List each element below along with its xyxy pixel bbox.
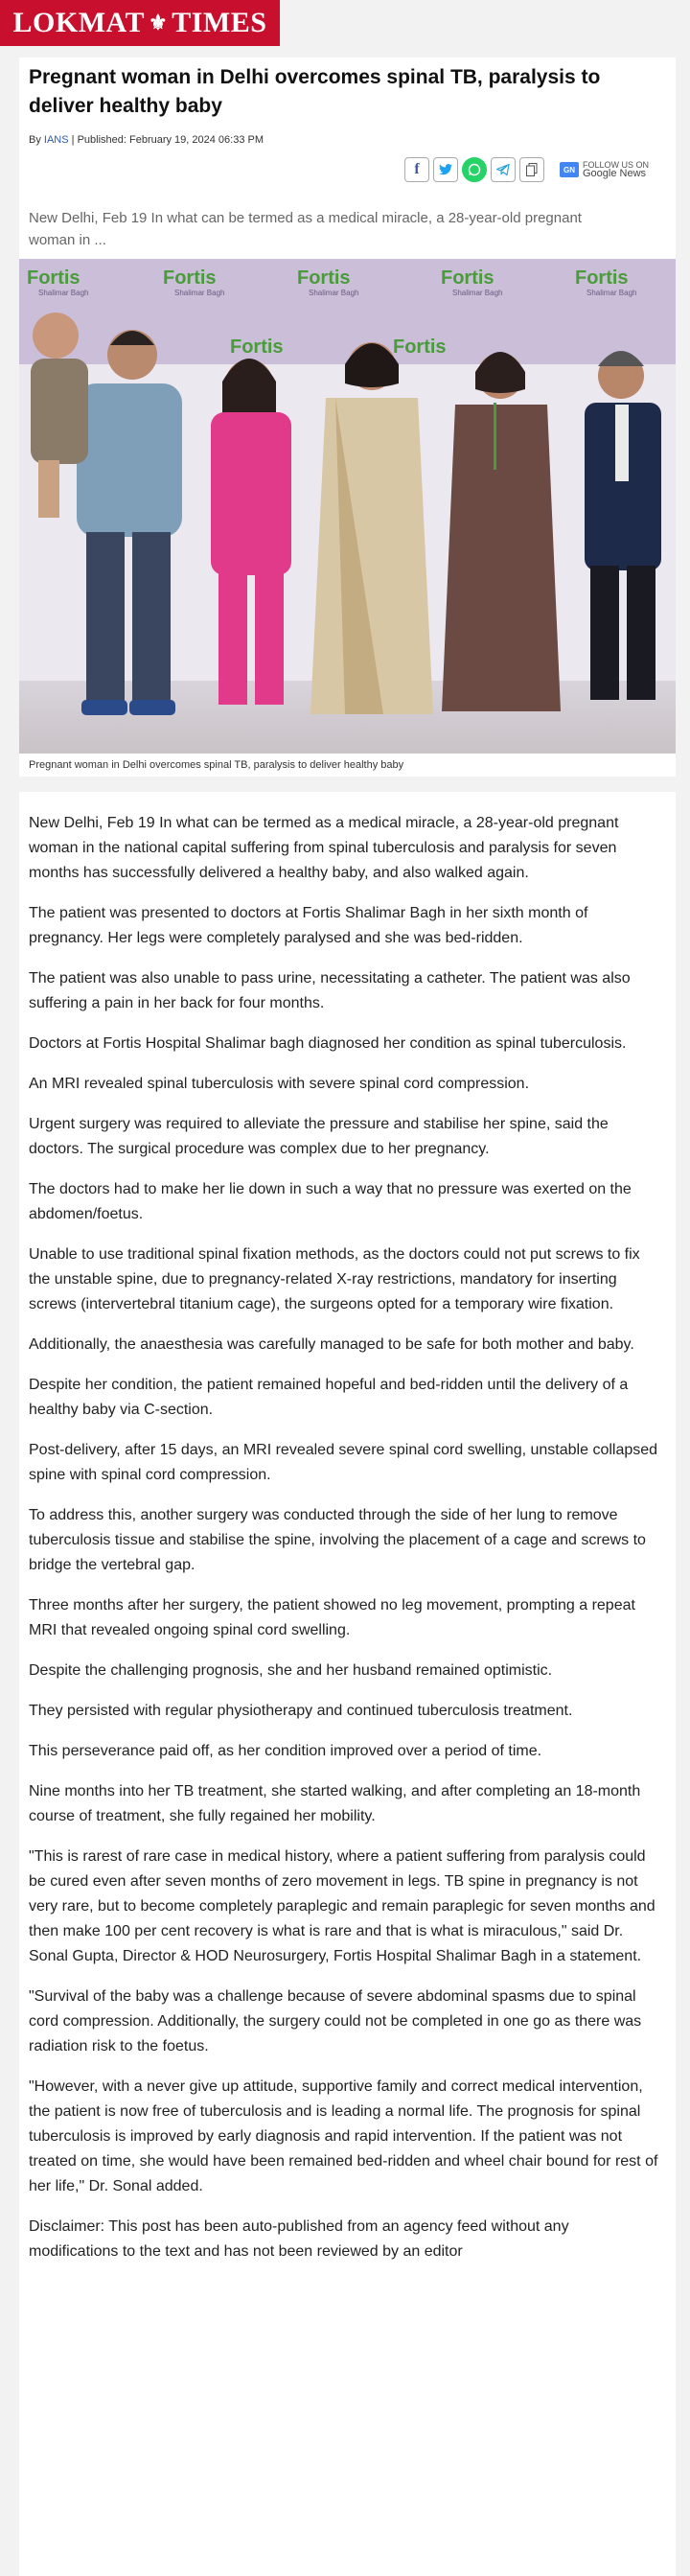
article-paragraph: Disclaimer: This post has been auto-published from an agency feed without any modifications to the text and has not been reviewed by an editor bbox=[29, 2218, 569, 2260]
backdrop-logo-3: Fortis bbox=[297, 267, 351, 289]
article-paragraph: The doctors had to make her lie down in such a way that no pressure was exerted on the abdomen/foetus. bbox=[29, 1181, 632, 1222]
article-hero-image bbox=[19, 259, 676, 754]
article-paragraph: Doctors at Fortis Hospital Shalimar bagh diagnosed her condition as spinal tuberculosis. bbox=[29, 1035, 627, 1052]
whatsapp-share-icon[interactable] bbox=[462, 157, 487, 182]
backdrop-sub-4: Shalimar Bagh bbox=[452, 289, 503, 297]
backdrop-sub-3: Shalimar Bagh bbox=[309, 289, 359, 297]
backdrop-logo-1: Fortis bbox=[27, 267, 80, 289]
twitter-share-icon[interactable] bbox=[433, 157, 458, 182]
article-paragraph: Despite her condition, the patient remained hopeful and bed-ridden until the delivery of a healthy baby via C-section. bbox=[29, 1377, 629, 1418]
site-header bbox=[0, 0, 690, 48]
backdrop-logo-6: Fortis bbox=[230, 337, 284, 358]
logo-text-right: TIMES bbox=[172, 7, 267, 38]
article-paragraph: Post-delivery, after 15 days, an MRI revealed severe spinal cord swelling, unstable collapsed spine with spinal cord compression. bbox=[29, 1442, 658, 1483]
article-paragraph: An MRI revealed spinal tuberculosis with severe spinal cord compression. bbox=[29, 1076, 530, 1092]
google-news-icon: GN bbox=[560, 162, 579, 177]
article-paragraph: Additionally, the anaesthesia was carefully managed to be safe for both mother and baby. bbox=[29, 1336, 634, 1353]
share-bar bbox=[404, 157, 649, 182]
backdrop-logo-4: Fortis bbox=[441, 267, 494, 289]
backdrop-logo-7: Fortis bbox=[393, 337, 447, 358]
facebook-share-icon[interactable]: f bbox=[404, 157, 429, 182]
article-header-card bbox=[19, 58, 676, 777]
image-caption: Pregnant woman in Delhi overcomes spinal TB, paralysis to deliver healthy baby bbox=[29, 759, 404, 771]
backdrop-sub-2: Shalimar Bagh bbox=[174, 289, 225, 297]
logo-text-left: LOKMAT bbox=[12, 7, 145, 38]
article-paragraph: Urgent surgery was required to alleviate the pressure and stabilise her spine, said the doctors. The surgical procedure was complex due to her pregnancy. bbox=[29, 1116, 609, 1157]
article-body bbox=[19, 792, 676, 2264]
person-woman-saree bbox=[310, 342, 433, 714]
article-paragraph: The patient was also unable to pass urine, necessitating a catheter. The patient was also suffering a pain in her back for four months. bbox=[29, 970, 631, 1011]
google-news-label: Google News bbox=[582, 168, 647, 179]
backdrop-sub-5: Shalimar Bagh bbox=[586, 289, 637, 297]
article-paragraph: "This is rarest of rare case in medical history, where a patient suffering from paralysis could be cured even after seven months of zero movement in legs. TB spine in pregnancy is not very rare, but to become completely paraplegic and remain paraplegic for seven months and then make 100 per cent recovery is what is rare and that is what is miraculous," said Dr. Sonal Gupta, Director & HOD Neurosurgery, Fortis Hospital Shalimar Bagh in a statement. bbox=[29, 1848, 656, 1964]
backdrop-sub-1: Shalimar Bagh bbox=[38, 289, 89, 297]
telegram-share-icon[interactable] bbox=[491, 157, 516, 182]
lokmat-times-logo[interactable] bbox=[0, 0, 280, 46]
byline bbox=[29, 134, 666, 146]
backdrop-logo-5: Fortis bbox=[575, 267, 629, 289]
article-title: Pregnant woman in Delhi overcomes spinal TB, paralysis to deliver healthy baby bbox=[29, 66, 601, 117]
article-paragraph: They persisted with regular physiotherapy and continued tuberculosis treatment. bbox=[29, 1703, 573, 1719]
copy-link-icon[interactable] bbox=[519, 157, 544, 182]
author-link[interactable]: IANS bbox=[43, 134, 69, 146]
article-paragraph: Nine months into her TB treatment, she started walking, and after completing an 18-month course of treatment, she fully regained her mobility. bbox=[29, 1783, 641, 1824]
lion-emblem-icon: ⚜ bbox=[149, 11, 169, 35]
article-summary: New Delhi, Feb 19 In what can be termed as a medical miracle, a 28-year-old pregnant woman in ... bbox=[29, 210, 582, 248]
byline-prefix: By bbox=[29, 134, 41, 146]
person-woman-brown-saree bbox=[442, 352, 561, 711]
backdrop-logo-2: Fortis bbox=[163, 267, 217, 289]
article-paragraph: Three months after her surgery, the patient showed no leg movement, prompting a repeat MRI that revealed ongoing spinal cord swelling. bbox=[29, 1597, 635, 1638]
hero-photo-illustration bbox=[19, 259, 676, 754]
article-body-card bbox=[19, 792, 676, 2576]
google-news-follow[interactable] bbox=[560, 161, 649, 178]
article-paragraph: "Survival of the baby was a challenge because of severe abdominal spasms due to spinal cord compression. Additionally, the surgery could not be completed in one go as there was radiation risk to the foetus. bbox=[29, 1988, 642, 2054]
article-paragraph: The patient was presented to doctors at Fortis Shalimar Bagh in her sixth month of pregnancy. Her legs were completely paralysed and she was bed-ridden. bbox=[29, 905, 588, 946]
article-paragraph: "However, with a never give up attitude, supportive family and correct medical intervention, the patient is now free of tuberculosis and is leading a normal life. The prognosis for spinal tuberculosis is improved by early diagnosis and rapid intervention. If the patient was not treated on time, she would have been remained bed-ridden and wheel chair bound for rest of her life," Dr. Sonal added. bbox=[29, 2078, 658, 2194]
article-paragraph: Despite the challenging prognosis, she and her husband remained optimistic. bbox=[29, 1662, 553, 1679]
google-news-top-label: FOLLOW US ON bbox=[582, 160, 649, 170]
article-paragraph: This perseverance paid off, as her condition improved over a period of time. bbox=[29, 1743, 542, 1759]
article-paragraph: Unable to use traditional spinal fixation methods, as the doctors could not put screws to fix the unstable spine, due to pregnancy-related X-ray restrictions, mandatory for inserting screws (intervertebral titanium cage), the surgeons opted for a temporary wire fixation. bbox=[29, 1246, 640, 1312]
article-paragraph: To address this, another surgery was conducted through the side of her lung to remove tuberculosis tissue and stabilise the spine, involving the placement of a cage and screws to bridge the vertebral gap. bbox=[29, 1507, 646, 1573]
published-date: | Published: February 19, 2024 06:33 PM bbox=[68, 134, 264, 146]
article-paragraph: New Delhi, Feb 19 In what can be termed as a medical miracle, a 28-year-old pregnant woman in the national capital suffering from spinal tuberculosis and paralysis for seven months has successfully delivered a healthy baby, and also walked again. bbox=[29, 815, 619, 881]
